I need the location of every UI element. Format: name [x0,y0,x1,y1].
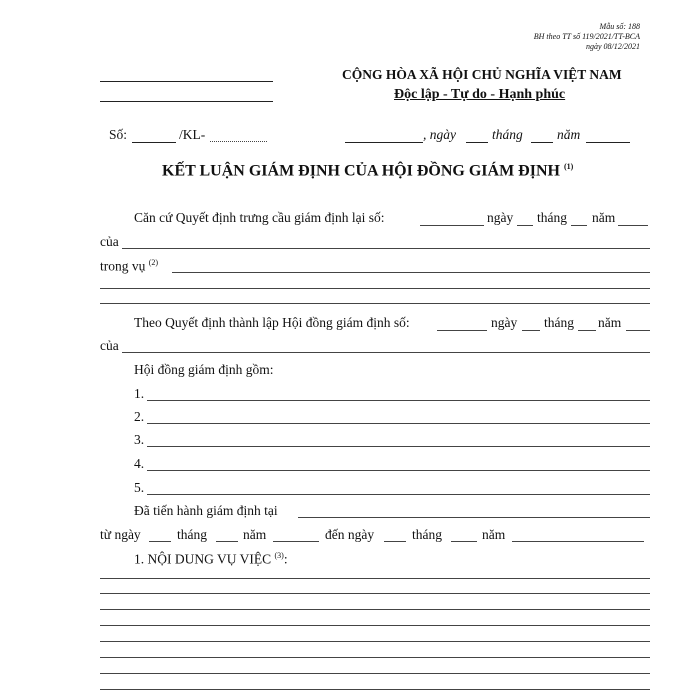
content-line-7[interactable] [100,673,650,674]
council-year-blank[interactable] [626,330,650,331]
member-4-blank[interactable] [147,470,650,471]
form-reference [534,22,640,52]
content-line-8[interactable] [100,689,650,690]
content-line-2[interactable] [100,593,650,594]
council-cua-blank[interactable] [122,352,650,353]
content-heading-note: (3) [274,551,284,560]
content-line-3[interactable] [100,609,650,610]
place-label: Đã tiến hành giám định tại [134,503,278,518]
from-year-blank[interactable] [273,541,319,542]
content-line-1[interactable] [100,578,650,579]
date-year-blank[interactable] [586,142,630,143]
date-nam-label: năm [557,127,581,142]
document-title [162,162,573,180]
council-nam-label: năm [598,315,622,330]
member-1-blank[interactable] [147,400,650,401]
basis-number-blank[interactable] [420,225,484,226]
content-heading [134,551,288,568]
council-cua-label: của [100,338,119,353]
member-1-label: 1. [134,386,145,401]
basis-month-blank[interactable] [571,225,587,226]
from-day-label: từ ngày [100,527,141,542]
basis-ngay-label: ngày [487,210,514,225]
member-4-label: 4. [134,456,145,471]
place-blank-line[interactable] [298,517,650,518]
to-year-blank[interactable] [512,541,644,542]
member-5-blank[interactable] [147,494,650,495]
council-month-blank[interactable] [578,330,596,331]
motto: Độc lập - Tự do - Hạnh phúc [394,87,566,102]
content-line-6[interactable] [100,657,650,658]
content-line-5[interactable] [100,641,650,642]
agency-blank-1[interactable] [100,81,273,82]
basis-case-blank[interactable] [172,272,650,273]
to-month-blank[interactable] [451,541,477,542]
from-year-label: năm [243,527,267,542]
agency-blank-2[interactable] [100,101,273,102]
document-title-note: (1) [563,162,574,171]
date-month-blank[interactable] [531,142,553,143]
date-day-blank[interactable] [466,142,488,143]
content-line-4[interactable] [100,625,650,626]
kl-blank[interactable] [210,141,267,142]
council-label: Theo Quyết định thành lập Hội đồng giám định số: [134,315,410,330]
form-date: ngày 08/12/2021 [586,42,640,51]
number-label: Số: [109,127,128,142]
member-5-label: 5. [134,480,145,495]
council-ngay-label: ngày [491,315,518,330]
date-ngay-label: , ngày [423,127,456,142]
kl-label: /KL- [179,127,206,142]
basis-label: Căn cứ Quyết định trưng cầu giám định lại số: [134,210,385,225]
member-2-label: 2. [134,409,145,424]
form-basis: BH theo TT số 119/2021/TT-BCA [533,32,640,41]
basis-case-label [100,258,158,275]
date-thang-label: tháng [492,127,523,142]
basis-case-text: trong vụ [100,258,146,274]
document-title-text: KẾT LUẬN GIÁM ĐỊNH CỦA HỘI ĐỒNG GIÁM ĐỊNH [162,162,560,180]
to-day-blank[interactable] [384,541,406,542]
basis-extra-line-2[interactable] [100,303,650,304]
basis-day-blank[interactable] [517,225,533,226]
council-day-blank[interactable] [522,330,540,331]
council-thang-label: tháng [544,315,574,330]
basis-thang-label: tháng [537,210,567,225]
nation-header: CỘNG HÒA XÃ HỘI CHỦ NGHĨA VIỆT NAM [342,67,622,82]
content-heading-colon: : [283,551,288,567]
basis-extra-line-1[interactable] [100,288,650,289]
basis-nam-label: năm [592,210,616,225]
form-number: Mẫu số: 188 [599,22,640,31]
council-members-label: Hội đồng giám định gồm: [134,362,274,377]
to-day-label: đến ngày [325,527,375,542]
place-blank[interactable] [345,142,423,143]
basis-year-blank[interactable] [618,225,648,226]
council-number-blank[interactable] [437,330,487,331]
from-month-blank[interactable] [216,541,238,542]
member-2-blank[interactable] [147,423,650,424]
number-blank[interactable] [132,142,176,143]
to-month-label: tháng [412,527,442,542]
to-year-label: năm [482,527,506,542]
from-month-label: tháng [177,527,207,542]
from-day-blank[interactable] [149,541,171,542]
basis-cua-blank[interactable] [122,248,650,249]
member-3-label: 3. [134,432,145,447]
content-heading-text: 1. NỘI DUNG VỤ VIỆC [134,551,272,567]
member-3-blank[interactable] [147,446,650,447]
basis-cua-label: của [100,234,119,249]
basis-case-note: (2) [148,258,159,267]
